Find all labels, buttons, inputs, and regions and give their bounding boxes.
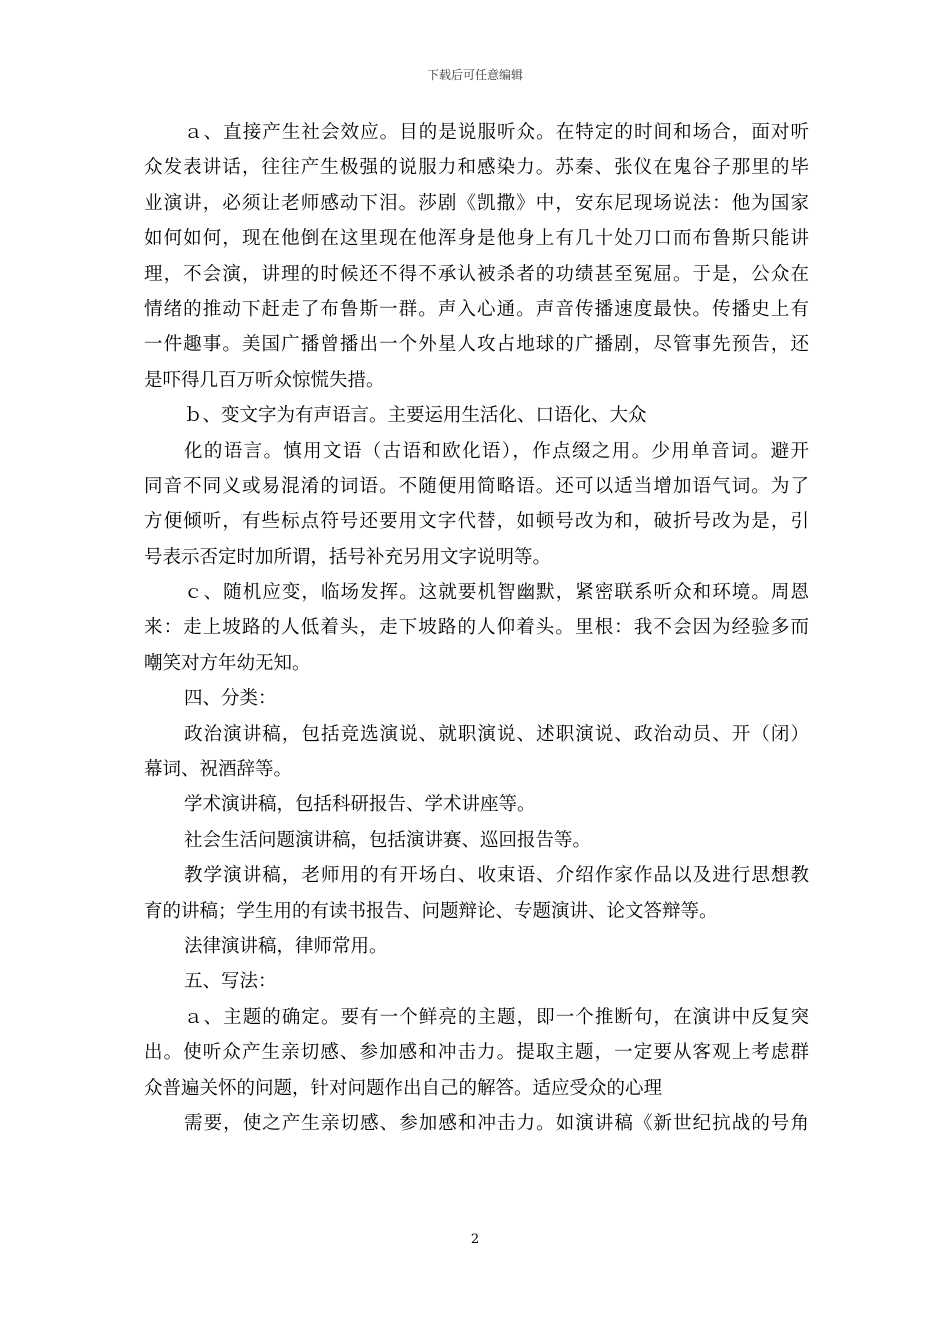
text-line: 同音不同义或易混淆的词语。不随便用简略语。还可以适当增加语气词。为了: [144, 475, 809, 497]
text-line: ｃ、随机应变，临场发挥。这就要机智幽默，紧密联系听众和环境。周恩: [184, 582, 809, 604]
text-line: 众普遍关怀的问题，针对问题作出自己的解答。适应受众的心理: [144, 1077, 663, 1099]
text-line: 化的语言。慎用文语（古语和欧化语），作点缀之用。少用单音词。避开: [184, 440, 809, 462]
text-line: 法律演讲稿，律师常用。: [184, 935, 388, 957]
text-line: 一件趣事。美国广播曾播出一个外星人攻占地球的广播剧，尽管事先预告，还: [144, 334, 809, 356]
text-line: 情绪的推动下赶走了布鲁斯一群。声入心通。声音传播速度最快。传播史上有: [144, 298, 809, 320]
text-line: 如何如何，现在他倒在这里现在他浑身是他身上有几十处刀口而布鲁斯只能讲: [144, 228, 809, 250]
text-line: 育的讲稿；学生用的有读书报告、问题辩论、专题演讲、论文答辩等。: [144, 900, 718, 922]
text-line: 号表示否定时加所谓，括号补充另用文字说明等。: [144, 546, 552, 568]
page-header: 下载后可任意编辑: [426, 68, 523, 82]
text-line: 理，不会演，讲理的时候还不得不承认被杀者的功绩甚至冤屈。于是，公众在: [144, 263, 809, 285]
text-line: ｂ、变文字为有声语言。主要运用生活化、口语化、大众: [184, 405, 647, 427]
text-line: 需要，使之产生亲切感、参加感和冲击力。如演讲稿《新世纪抗战的号角: [184, 1112, 809, 1134]
text-line: 四、分类：: [184, 688, 277, 710]
text-line: ａ、主题的确定。要有一个鲜亮的主题，即一个推断句，在演讲中反复突: [184, 1006, 809, 1028]
text-line: 众发表讲话，往往产生极强的说服力和感染力。苏秦、张仪在鬼谷子那里的毕: [144, 157, 809, 179]
document-body: [144, 115, 809, 1141]
text-line: 方便倾听，有些标点符号还要用文字代替，如顿号改为和，破折号改为是，引: [144, 511, 809, 533]
text-line: 政治演讲稿，包括竞选演说、就职演说、述职演说、政治动员、开（闭）: [184, 723, 809, 745]
text-line: ａ、直接产生社会效应。目的是说服听众。在特定的时间和场合，面对听: [184, 122, 809, 143]
text-line: 出。使听众产生亲切感、参加感和冲击力。提取主题，一定要从客观上考虑群: [144, 1042, 809, 1064]
text-line: 是吓得几百万听众惊慌失措。: [144, 369, 385, 391]
page-number: 2: [470, 1232, 480, 1247]
text-line: 社会生活问题演讲稿，包括演讲赛、巡回报告等。: [184, 829, 592, 851]
text-line: 教学演讲稿，老师用的有开场白、收束语、介绍作家作品以及进行思想教: [184, 865, 809, 887]
text-line: 嘲笑对方年幼无知。: [144, 652, 311, 674]
text-line: 五、写法：: [184, 971, 277, 993]
text-line: 幕词、祝酒辞等。: [144, 759, 293, 781]
text-line: 来：走上坡路的人低着头，走下坡路的人仰着头。里根：我不会因为经验多而: [144, 617, 809, 639]
text-line: 业演讲，必须让老师感动下泪。莎剧《凯撒》中，安东尼现场说法：他为国家: [144, 192, 809, 214]
text-line: 学术演讲稿，包括科研报告、学术讲座等。: [184, 794, 536, 816]
